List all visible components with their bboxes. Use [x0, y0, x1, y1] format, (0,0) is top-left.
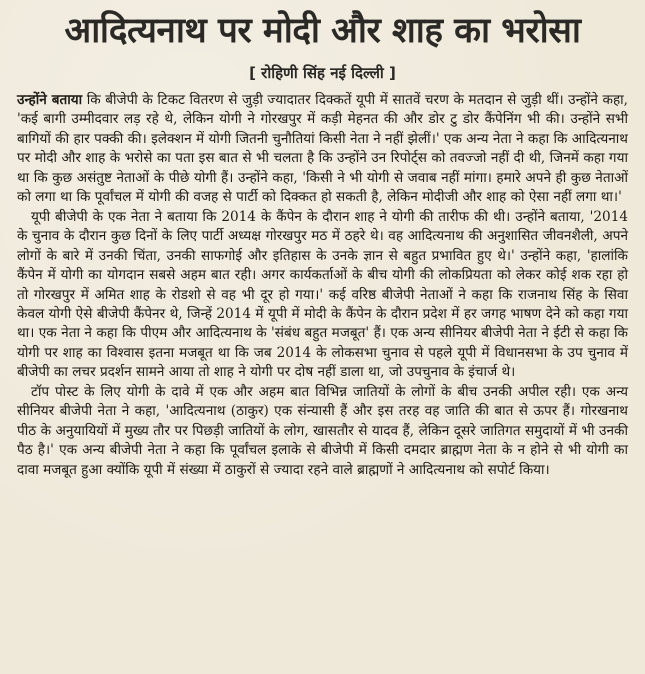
lead-in: उन्होंने बताया: [17, 92, 83, 108]
headline: आदित्यनाथ पर मोदी और शाह का भरोसा: [64, 11, 581, 51]
paragraph-1: [17, 91, 628, 208]
paragraph-3: [17, 383, 628, 480]
paragraph-3-text: टॉप पोस्ट के लिए योगी के दावे में एक और अहम बात विभिन्न जातियों के लोगों के बीच उनकी अपील रही। एक अन्य सीनियर बीजेपी नेता ने कहा, 'आदित्यनाथ (ठाकुर) एक संन्यासी हैं और इस तरह वह जाति की बात से ऊपर हैं। गोरखनाथ पीठ के अनुयायियों में मुख्य तौर पर पिछड़ी जातियों के लोग, खासतौर से यादव हैं, लेकिन दूसरे जातिगत समुदायों में भी उनकी पैठ है।' एक अन्य बीजेपी नेता ने कहा कि पूर्वांचल इलाके से बीजेपी में किसी दमदार ब्राह्मण नेता के न होने से भी योगी का दावा मजबूत हुआ क्योंकि यूपी में संख्या में ठाकुरों से ज्यादा रहने वाले ब्राह्मणों ने आदित्यनाथ को सपोर्ट किया।: [17, 383, 628, 478]
paragraph-2-text: यूपी बीजेपी के एक नेता ने बताया कि 2014 के कैंपेन के दौरान शाह ने योगी की तारीफ की थी। उन्होंने बताया, '2014 के चुनाव के दौरान कुछ दिनों के लिए पार्टी अध्यक्ष गोरखपुर मठ में ठहरे थे। वह आदित्यनाथ की अनुशासित जीवनशैली, अपने लोगों के बारे में उनकी चिंता, उनकी साफगोई और इतिहास के उनके ज्ञान से बहुत प्रभावित हुए थे।' उन्होंने कहा, 'हालांकि कैंपेन में योगी का योगदान सबसे अहम बात रही। अगर कार्यकर्ताओं के बीच योगी की लोकप्रियता को लेकर कोई शक रहा हो तो गोरखपुर में अमित शाह के रोडशो से वह भी दूर हो गया।' कई वरिष्ठ बीजेपी नेताओं ने कहा कि राजनाथ सिंह के सिवा केवल योगी ऐसे बीजेपी कैंपेनर थे, जिन्हें 2014 में यूपी में मोदी के कैंपेन के दौरान प्रदेश में हर जगह भाषण देने को कहा गया था। एक नेता ने कहा कि पीएम और आदित्यनाथ के 'संबंध बहुत मजबूत' हैं। एक अन्य सीनियर बीजेपी नेता ने ईटी से कहा कि योगी पर शाह का विश्वास इतना मजबूत था कि जब 2014 के लोकसभा चुनाव से पहले यूपी में विधानसभा के उप चुनाव में बीजेपी का लचर प्रदर्शन सामने आया तो शाह ने योगी पर दोष नहीं डाला था, जो उपचुनाव के इंचार्ज थे।: [17, 208, 628, 381]
byline: [ रोहिणी सिंह नई दिल्ली ]: [249, 64, 396, 82]
paragraph-2: [17, 208, 628, 383]
article-body: [0, 91, 645, 480]
paragraph-1-text: कि बीजेपी के टिकट वितरण से जुड़ी ज्यादातर दिक्कतें यूपी में सातवें चरण के मतदान से जुड़ी थीं। उन्होंने कहा, 'कई बागी उम्मीदवार लड़ रहे थे, लेकिन योगी ने गोरखपुर में कड़ी मेहनत की और डोर टु डोर कैंपेनिंग भी की। उन्होंने सभी बागियों की हार पक्की की। इलेक्शन में योगी जितनी चुनौतियां किसी नेता ने नहीं झेलीं।' एक अन्य नेता ने कहा कि आदित्यनाथ पर मोदी और शाह के भरोसे का पता इस बात से भी चलता है कि उन्होंने उन रिपोर्ट्स को तवज्जो नहीं दी थी, जिनमें कहा गया था कि कुछ असंतुष्ट नेताओं के पीछे योगी हैं। उन्होंने कहा, 'किसी ने भी योगी से जवाब नहीं मांगा। हमारे अपने ही कुछ नेताओं को लगा था कि पूर्वांचल में योगी की वजह से पार्टी को दिक्कत हो सकती है, लेकिन मोदीजी और शाह को ऐसा नहीं लगा था।': [17, 92, 629, 206]
